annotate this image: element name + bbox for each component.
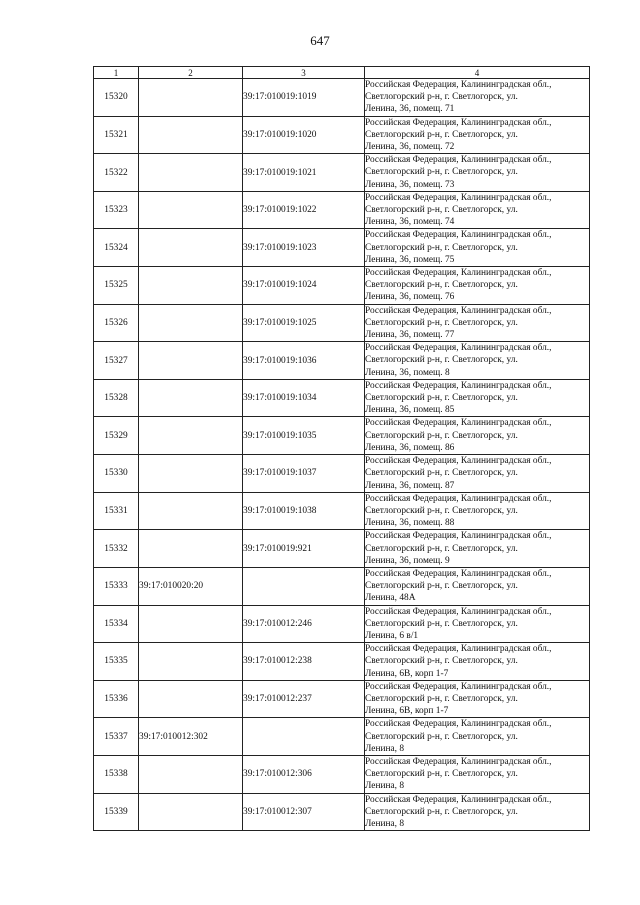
address-line: Светлогорский р-н, г. Светлогорск, ул. bbox=[365, 355, 518, 366]
table-row bbox=[94, 417, 590, 455]
cadastral-number-col3-cell: 39:17:010019:1036 bbox=[243, 342, 365, 380]
table-row bbox=[94, 455, 590, 493]
cadastral-number-col2-cell bbox=[139, 116, 243, 154]
address-line: Светлогорский р-н, г. Светлогорск, ул. bbox=[365, 317, 518, 328]
cadastral-number-col3-cell: 39:17:010012:237 bbox=[243, 680, 365, 718]
address-line: Светлогорский р-н, г. Светлогорск, ул. bbox=[365, 242, 518, 253]
row-number-cell: 15326 bbox=[94, 304, 139, 342]
address-line: Ленина, 8 bbox=[365, 818, 405, 829]
address-cell bbox=[365, 793, 590, 831]
address-line: Российская Федерация, Калининградская обл., bbox=[365, 80, 552, 90]
address-line: Российская Федерация, Калининградская обл., bbox=[365, 606, 552, 617]
cadastral-number-col2-cell bbox=[139, 605, 243, 643]
address-line: Ленина, 36, помещ. 73 bbox=[365, 179, 455, 190]
table-row bbox=[94, 530, 590, 568]
cadastral-number-col3-cell: 39:17:010019:921 bbox=[243, 530, 365, 568]
address-line: Светлогорский р-н, г. Светлогорск, ул. bbox=[365, 581, 518, 592]
cadastral-number-col2-cell bbox=[139, 191, 243, 229]
address-line: Светлогорский р-н, г. Светлогорск, ул. bbox=[365, 92, 518, 103]
address-cell bbox=[365, 116, 590, 154]
cadastral-number-col3-cell: 39:17:010012:246 bbox=[243, 605, 365, 643]
address-cell bbox=[365, 680, 590, 718]
address-line: Российская Федерация, Калининградская обл., bbox=[365, 380, 552, 391]
address-cell bbox=[365, 530, 590, 568]
cadastral-number-col2-cell bbox=[139, 793, 243, 831]
row-number-cell: 15333 bbox=[94, 567, 139, 605]
row-number-cell: 15327 bbox=[94, 342, 139, 380]
address-line: Российская Федерация, Калининградская обл., bbox=[365, 305, 552, 316]
table-row bbox=[94, 755, 590, 793]
cadastral-number-col2-cell bbox=[139, 379, 243, 417]
cadastral-number-col2-cell bbox=[139, 755, 243, 793]
cadastral-number-col2-cell bbox=[139, 267, 243, 305]
cadastral-number-col3-cell bbox=[243, 718, 365, 756]
row-number-cell: 15323 bbox=[94, 191, 139, 229]
cadastral-number-col2-cell bbox=[139, 643, 243, 681]
address-line: Ленина, 36, помещ. 75 bbox=[365, 254, 455, 265]
table-row bbox=[94, 605, 590, 643]
address-line: Светлогорский р-н, г. Светлогорск, ул. bbox=[365, 505, 518, 516]
address-cell bbox=[365, 154, 590, 192]
cadastral-number-col3-cell: 39:17:010012:306 bbox=[243, 755, 365, 793]
address-line: Светлогорский р-н, г. Светлогорск, ул. bbox=[365, 543, 518, 554]
address-line: Ленина, 36, помещ. 77 bbox=[365, 330, 455, 341]
cadastral-number-col2-cell bbox=[139, 492, 243, 530]
row-number-cell: 15329 bbox=[94, 417, 139, 455]
address-line: Ленина, 36, помещ. 8 bbox=[365, 367, 450, 378]
header-col-3: 3 bbox=[243, 67, 365, 79]
table-row bbox=[94, 154, 590, 192]
cadastral-number-col3-cell: 39:17:010012:307 bbox=[243, 793, 365, 831]
row-number-cell: 15325 bbox=[94, 267, 139, 305]
table-row bbox=[94, 718, 590, 756]
address-line: Ленина, 36, помещ. 87 bbox=[365, 480, 455, 491]
address-line: Российская Федерация, Калининградская обл., bbox=[365, 681, 552, 692]
address-cell bbox=[365, 718, 590, 756]
address-cell bbox=[365, 191, 590, 229]
address-cell bbox=[365, 605, 590, 643]
row-number-cell: 15331 bbox=[94, 492, 139, 530]
address-line: Российская Федерация, Калининградская обл., bbox=[365, 230, 552, 241]
address-line: Российская Федерация, Калининградская обл., bbox=[365, 531, 552, 542]
address-line: Ленина, 6В, корп 1-7 bbox=[365, 668, 449, 679]
address-line: Ленина, 48А bbox=[365, 593, 416, 604]
table-header bbox=[94, 67, 590, 79]
table-row bbox=[94, 643, 590, 681]
header-col-4: 4 bbox=[365, 67, 590, 79]
address-cell bbox=[365, 417, 590, 455]
cadastral-number-col3-cell: 39:17:010019:1037 bbox=[243, 455, 365, 493]
address-line: Светлогорский р-н, г. Светлогорск, ул. bbox=[365, 393, 518, 404]
row-number-cell: 15328 bbox=[94, 379, 139, 417]
cadastral-number-col3-cell: 39:17:010019:1020 bbox=[243, 116, 365, 154]
address-line: Российская Федерация, Калининградская обл., bbox=[365, 493, 552, 504]
address-cell bbox=[365, 267, 590, 305]
table-row bbox=[94, 680, 590, 718]
row-number-cell: 15337 bbox=[94, 718, 139, 756]
address-line: Ленина, 6 в/1 bbox=[365, 630, 419, 641]
table-row bbox=[94, 79, 590, 117]
address-line: Ленина, 36, помещ. 71 bbox=[365, 104, 455, 115]
address-cell bbox=[365, 492, 590, 530]
address-cell bbox=[365, 567, 590, 605]
address-line: Ленина, 6В, корп 1-7 bbox=[365, 706, 449, 717]
address-line: Ленина, 36, помещ. 9 bbox=[365, 555, 450, 566]
address-line: Российская Федерация, Калининградская обл., bbox=[365, 756, 552, 767]
address-cell bbox=[365, 342, 590, 380]
header-col-2: 2 bbox=[139, 67, 243, 79]
cadastral-number-col2-cell bbox=[139, 342, 243, 380]
cadastral-number-col3-cell bbox=[243, 567, 365, 605]
address-cell bbox=[365, 455, 590, 493]
table-row bbox=[94, 304, 590, 342]
cadastral-number-col2-cell bbox=[139, 530, 243, 568]
address-cell bbox=[365, 643, 590, 681]
row-number-cell: 15334 bbox=[94, 605, 139, 643]
address-line: Российская Федерация, Калининградская обл., bbox=[365, 117, 552, 128]
address-cell bbox=[365, 304, 590, 342]
row-number-cell: 15338 bbox=[94, 755, 139, 793]
address-line: Ленина, 36, помещ. 86 bbox=[365, 442, 455, 453]
row-number-cell: 15321 bbox=[94, 116, 139, 154]
cadastral-number-col2-cell bbox=[139, 680, 243, 718]
row-number-cell: 15324 bbox=[94, 229, 139, 267]
address-line: Ленина, 36, помещ. 76 bbox=[365, 292, 455, 303]
cadastral-number-col2-cell bbox=[139, 154, 243, 192]
address-line: Светлогорский р-н, г. Светлогорск, ул. bbox=[365, 806, 518, 817]
address-line: Светлогорский р-н, г. Светлогорск, ул. bbox=[365, 618, 518, 629]
page-number: 647 bbox=[310, 33, 330, 48]
address-line: Российская Федерация, Калининградская обл., bbox=[365, 418, 552, 429]
table-row bbox=[94, 567, 590, 605]
table-row bbox=[94, 191, 590, 229]
cadastral-number-col3-cell: 39:17:010019:1024 bbox=[243, 267, 365, 305]
header-row bbox=[94, 67, 590, 79]
address-line: Российская Федерация, Калининградская обл., bbox=[365, 343, 552, 354]
address-line: Светлогорский р-н, г. Светлогорск, ул. bbox=[365, 205, 518, 216]
address-line: Российская Федерация, Калининградская обл., bbox=[365, 794, 552, 805]
address-line: Ленина, 36, помещ. 88 bbox=[365, 518, 455, 529]
address-line: Российская Федерация, Калининградская обл., bbox=[365, 568, 552, 579]
address-line: Светлогорский р-н, г. Светлогорск, ул. bbox=[365, 468, 518, 479]
address-line: Российская Федерация, Калининградская обл., bbox=[365, 192, 552, 203]
address-line: Светлогорский р-н, г. Светлогорск, ул. bbox=[365, 430, 518, 441]
cadastral-number-col2-cell bbox=[139, 79, 243, 117]
cadastral-number-col3-cell: 39:17:010019:1038 bbox=[243, 492, 365, 530]
address-line: Светлогорский р-н, г. Светлогорск, ул. bbox=[365, 280, 518, 291]
row-number-cell: 15320 bbox=[94, 79, 139, 117]
cadastral-number-col3-cell: 39:17:010019:1034 bbox=[243, 379, 365, 417]
cadastral-number-col2-cell: 39:17:010012:302 bbox=[139, 718, 243, 756]
address-line: Российская Федерация, Калининградская обл., bbox=[365, 155, 552, 166]
header-col-1: 1 bbox=[94, 67, 139, 79]
address-line: Светлогорский р-н, г. Светлогорск, ул. bbox=[365, 731, 518, 742]
table-body bbox=[94, 79, 590, 831]
address-cell bbox=[365, 755, 590, 793]
cadastral-number-col3-cell: 39:17:010019:1019 bbox=[243, 79, 365, 117]
address-line: Ленина, 36, помещ. 74 bbox=[365, 217, 455, 228]
address-cell bbox=[365, 229, 590, 267]
address-line: Российская Федерация, Калининградская обл., bbox=[365, 719, 552, 730]
cadastral-number-col3-cell: 39:17:010012:238 bbox=[243, 643, 365, 681]
table-row bbox=[94, 492, 590, 530]
table-row bbox=[94, 342, 590, 380]
row-number-cell: 15322 bbox=[94, 154, 139, 192]
row-number-cell: 15335 bbox=[94, 643, 139, 681]
address-line: Светлогорский р-н, г. Светлогорск, ул. bbox=[365, 129, 518, 140]
table-row bbox=[94, 229, 590, 267]
address-line: Светлогорский р-н, г. Светлогорск, ул. bbox=[365, 656, 518, 667]
cadastral-number-col3-cell: 39:17:010019:1021 bbox=[243, 154, 365, 192]
address-line: Светлогорский р-н, г. Светлогорск, ул. bbox=[365, 769, 518, 780]
row-number-cell: 15332 bbox=[94, 530, 139, 568]
cadastral-number-col3-cell: 39:17:010019:1035 bbox=[243, 417, 365, 455]
cadastral-number-col2-cell: 39:17:010020:20 bbox=[139, 567, 243, 605]
cadastral-number-col3-cell: 39:17:010019:1023 bbox=[243, 229, 365, 267]
row-number-cell: 15336 bbox=[94, 680, 139, 718]
registry-table bbox=[93, 66, 590, 831]
address-line: Ленина, 8 bbox=[365, 781, 405, 792]
address-line: Ленина, 8 bbox=[365, 743, 405, 754]
cadastral-number-col2-cell bbox=[139, 229, 243, 267]
row-number-cell: 15339 bbox=[94, 793, 139, 831]
address-line: Российская Федерация, Калининградская обл., bbox=[365, 644, 552, 655]
cadastral-number-col2-cell bbox=[139, 417, 243, 455]
cadastral-number-col3-cell: 39:17:010019:1022 bbox=[243, 191, 365, 229]
address-line: Российская Федерация, Калининградская обл., bbox=[365, 456, 552, 467]
address-line: Ленина, 36, помещ. 85 bbox=[365, 405, 455, 416]
address-cell bbox=[365, 79, 590, 117]
cadastral-number-col3-cell: 39:17:010019:1025 bbox=[243, 304, 365, 342]
cadastral-number-col2-cell bbox=[139, 455, 243, 493]
address-line: Российская Федерация, Калининградская обл., bbox=[365, 268, 552, 279]
row-number-cell: 15330 bbox=[94, 455, 139, 493]
address-line: Светлогорский р-н, г. Светлогорск, ул. bbox=[365, 693, 518, 704]
address-line: Светлогорский р-н, г. Светлогорск, ул. bbox=[365, 167, 518, 178]
cadastral-number-col2-cell bbox=[139, 304, 243, 342]
address-line: Ленина, 36, помещ. 72 bbox=[365, 142, 455, 153]
address-cell bbox=[365, 379, 590, 417]
table-row bbox=[94, 116, 590, 154]
table-row bbox=[94, 793, 590, 831]
table-row bbox=[94, 379, 590, 417]
table-row bbox=[94, 267, 590, 305]
